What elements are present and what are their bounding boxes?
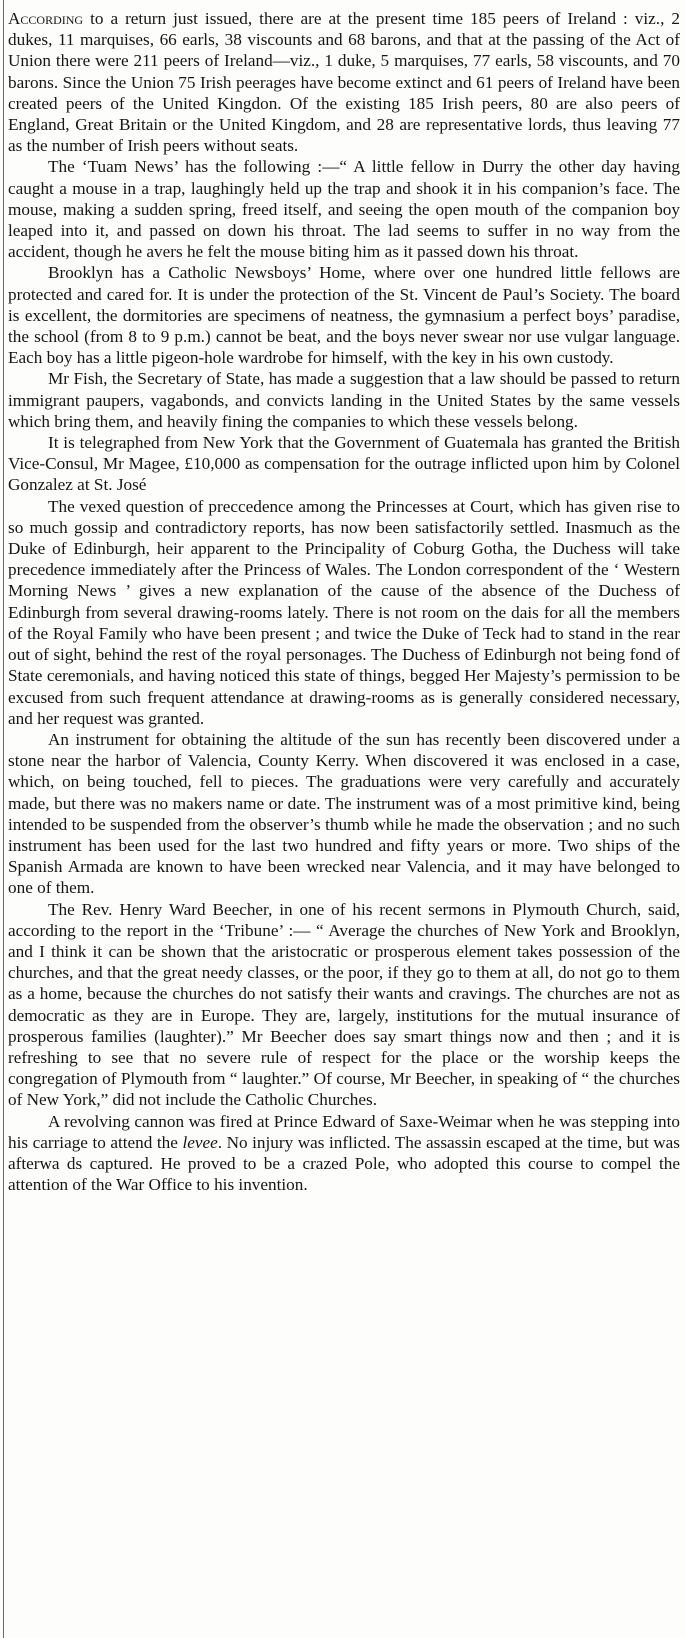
paragraph-text: Brooklyn has a Catholic Newsboys’ Home, where over one hundred little fellows are protected and cared for. It is under the protection of the St. Vincent de Paul’s Society. The board is excellent, the dormitories are specimens of neatness, the gymnasium a perfect boys’ paradise, the school (from 8 to 9 p.m.) cannot be beat, and the boys never swear nor use vulgar language. Each boy has a little pigeon-hole wardrobe for himself, with the key in his own custody. [8, 263, 680, 368]
paragraph-guatemala [8, 432, 680, 496]
paragraph-text: An instrument for obtaining the altitude of the sun has recently been discovered under a stone near the harbor of Valencia, County Kerry. When discovered it was enclosed in a case, which, on being touched, fell to pieces. The graduations were very carefully and accurately made, but there was no makers name or date. The instrument was of a most primitive kind, being intended to be suspended from the observer’s thumb while he made the observation ; and no such instrument has been used for the last two hundred and fifty years or more. Two ships of the Spanish Armada are known to have been wrecked near Valencia, and it may have belonged to one of them. [8, 729, 680, 898]
paragraph-instrument [8, 729, 680, 899]
paragraph-tuam-news [8, 156, 680, 262]
paragraph-revolving-cannon [8, 1111, 680, 1196]
paragraph-text: . No injury was inflicted. The assassin escaped at the time, but was afterwa ds captured. He proved to be a crazed Pole, who adopted this course to compel the attention of the War Office to his invention. [8, 1132, 680, 1195]
paragraph-beecher [8, 899, 680, 1111]
paragraph-irish-peers [8, 8, 680, 156]
italic-word: levee [182, 1132, 218, 1152]
lead-word: According [8, 9, 84, 28]
paragraph-mr-fish [8, 368, 680, 432]
paragraph-princesses [8, 496, 680, 729]
paragraph-text: The Rev. Henry Ward Beecher, in one of his recent sermons in Plymouth Church, said, according to the report in the ‘Tribune’ :— “ Average the churches of New York and Brooklyn, and I think it can be shown that the aristocratic or prosperous element takes possession of the churches, and that the great needy classes, or the poor, if they go to them at all, do not go to them as a home, because the churches do not satisfy their wants and cravings. The churches are not as democratic as they are in Europe. They are, largely, institutions for the mutual insurance of prosperous families (laughter).” Mr Beecher does say smart things now and then ; and it is refreshing to see that no severe rule of respect for the place or the worship keeps the congregation of Plymouth from “ laughter.” Of course, Mr Beecher, in speaking of “ the churches of New York,” did not include the Catholic Churches. [8, 899, 680, 1110]
paragraph-text: The ‘Tuam News’ has the following :—“ A little fellow in Durry the other day having caught a mouse in a trap, laughingly held up the trap and shook it in his companion’s face. The mouse, making a sudden spring, freed itself, and seeing the open mouth of the companion boy leaped into it, and passed on down his throat. The lad seems to suffer in no way from the accident, though he avers he felt the mouse biting him as it passed down his throat. [8, 157, 680, 262]
paragraph-newsboys-home [8, 262, 680, 368]
paragraph-text: to a return just issued, there are at the present time 185 peers of Ireland : viz., 2 dukes, 11 marquises, 66 earls, 38 viscounts and 68 barons, and that at the passing of the Act of Union there were 211 peers of Ireland—viz., 1 duke, 5 marquises, 77 earls, 58 viscounts, and 70 barons. Since the Union 75 Irish peerages have become extinct and 61 peers of Ireland have been created peers of the United Kingdon. Of the existing 185 Irish peers, 80 are also peers of England, Great Britain or the United Kingdom, and 28 are representative lords, thus leaving 77 as the number of Irish peers without seats. [8, 9, 680, 156]
paragraph-text: Mr Fish, the Secretary of State, has made a suggestion that a law should be passed to return immigrant paupers, vagabonds, and convicts landing in the United States by the same vessels which bring them, and heavily fining the companies to which these vessels belong. [8, 369, 680, 431]
paragraph-text: The vexed question of preccedence among the Princesses at Court, which has given rise to so much gossip and contradictory reports, has now been satisfactorily settled. Inasmuch as the Duke of Edinburgh, heir apparent to the Principality of Coburg Gotha, the Duchess will take precedence immediately after the Princess of Wales. The London correspondent of the ‘ Western Morning News ’ gives a new explanation of the cause of the absence of the Duchess of Edinburgh from several drawing-rooms lately. There is not room on the dais for all the members of the Royal Family who have been present ; and twice the Duke of Teck had to stand in the rear out of sight, behind the rest of the royal personages. The Duchess of Edinburgh not being fond of State ceremonials, and having noticed this state of things, begged Her Majesty’s permission to be excused from such frequent attendance at drawing-rooms as is generally considered necessary, and her request was granted. [8, 496, 680, 728]
column-rule [3, 0, 4, 1638]
paragraph-text: A revolving cannon was fired at Prince Edward of Saxe-Weimar when he was stepping into his carriage to attend the [8, 1111, 680, 1152]
paragraph-text: It is telegraphed from New York that the Government of Guatemala has granted the British Vice-Consul, Mr Magee, £10,000 as compensation for the outrage inflicted upon him by Colonel Gonzalez at St. José [8, 433, 680, 495]
article-column [8, 8, 680, 1195]
